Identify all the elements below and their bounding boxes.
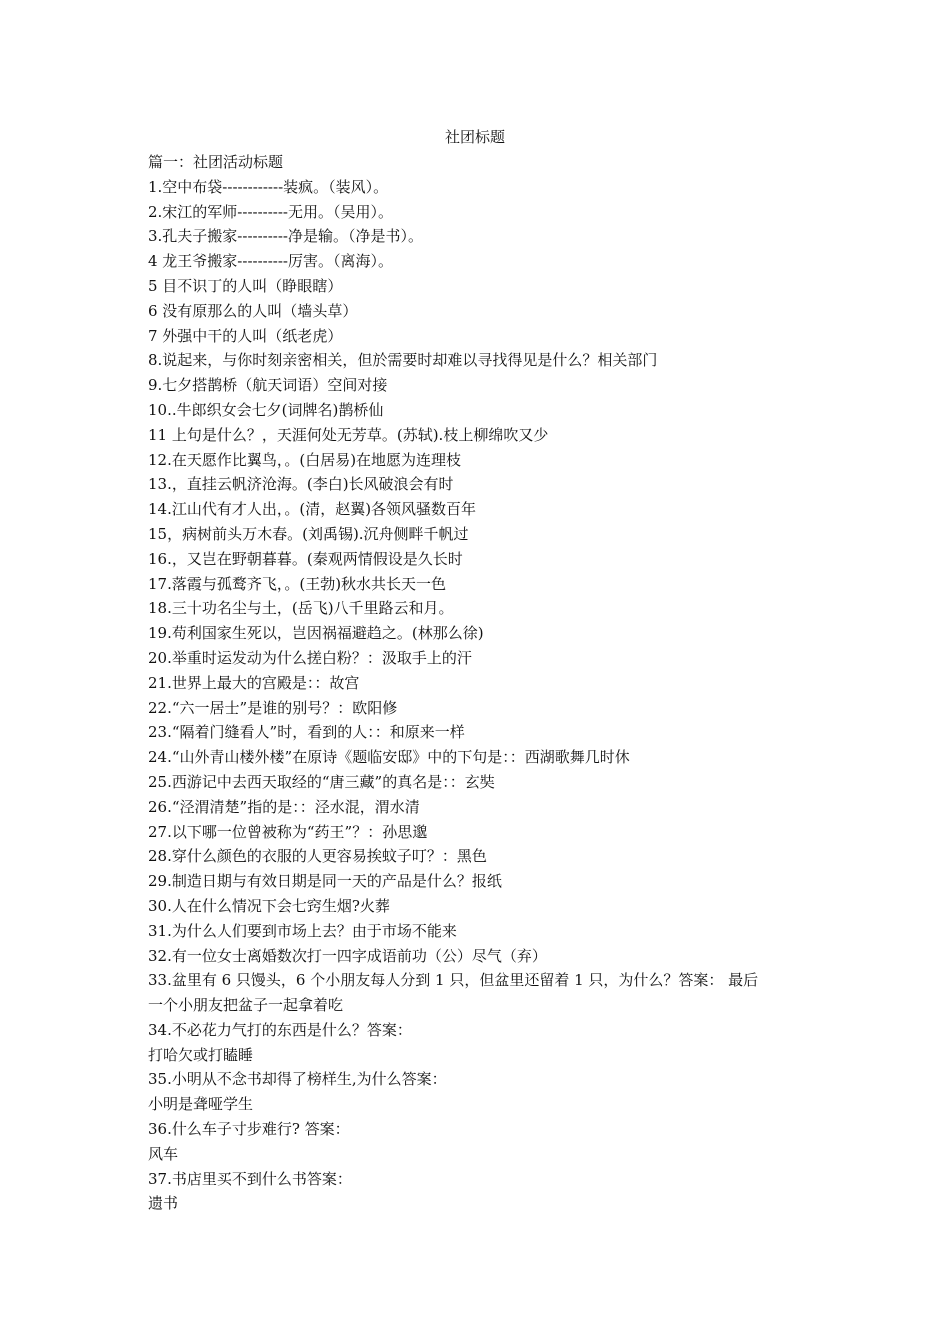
text-line: 21.世界上最大的宫殿是：：故宫 [148,673,360,692]
text-line: 32.有一位女士离婚数次打一四字成语前功（公）尽气（弃） [148,946,547,965]
text-line: 5 目不识丁的人叫（睁眼瞎） [148,276,343,295]
text-line: 6 没有原那么的人叫（墙头草） [148,301,358,320]
text-line: 风车 [148,1144,179,1163]
text-line: 7 外强中干的人叫（纸老虎） [148,326,343,345]
text-line: 11 上句是什么？，天涯何处无芳草。(苏轼).枝上柳绵吹又少 [148,425,549,444]
text-line: 26.“泾渭清楚”指的是：：泾水混，渭水清 [148,797,420,816]
text-line: 一个小朋友把盆子一起拿着吃 [148,996,344,1015]
text-line: 23.“隔着门缝看人”时，看到的人：：和原来一样 [148,723,465,742]
text-line: 36.什么车子寸步难行? 答案： [148,1120,350,1139]
text-line: 34.不必花力气打的东西是什么？答案： [148,1020,412,1039]
text-line: 3.孔夫子搬家----------净是输。（净是书）。 [148,227,423,246]
text-line: 22.“六一居士”是谁的别号？：欧阳修 [148,698,398,717]
document-body [148,150,818,1216]
text-line: 20.举重时运发动为什么搓白粉？：汲取手上的汗 [148,648,472,667]
text-line: 33.盆里有 6 只馒头，6 个小朋友每人分到 1 只，但盆里还留着 1 只，为什么？答案： 最后 [148,971,759,990]
text-line: 1.空中布袋------------装疯。（装风）。 [148,177,389,196]
text-line: 17.落霞与孤鹜齐飞，。(王勃)秋水共长天一色 [148,574,447,593]
text-line: 24.“山外青山楼外楼”在原诗《题临安邸》中的下句是：：西湖歌舞几时休 [148,748,630,767]
text-line: 9.七夕搭鹊桥（航天词语）空间对接 [148,376,388,395]
text-line: 2.宋江的军师----------无用。（吴用）。 [148,202,393,221]
text-line: 篇一：社团活动标题 [148,153,284,171]
text-line: 12.在天愿作比翼鸟，。(白居易)在地愿为连理枝 [148,450,462,469]
text-line: 8.说起来，与你时刻亲密相关，但於需要时却难以寻找得见是什么？相关部门 [148,351,658,370]
text-line: 15，病树前头万木春。(刘禹锡).沉舟侧畔千帆过 [148,524,469,543]
text-line: 25.西游记中去西天取经的“唐三藏”的真名是：：玄奘 [148,772,495,791]
document-title: 社团标题 [444,128,505,146]
text-line: 29.制造日期与有效日期是同一天的产品是什么？报纸 [148,872,502,891]
text-line: 18.三十功名尘与土，(岳飞)八千里路云和月。 [148,599,454,618]
text-line: 27.以下哪一位曾被称为“药王”？：孙思邈 [148,822,428,841]
text-line: 13.，直挂云帆济沧海。(李白)长风破浪会有时 [148,475,454,494]
text-line: 37.书店里买不到什么书答案： [148,1169,352,1188]
text-line: 28.穿什么颜色的衣服的人更容易挨蚊子叮？：黑色 [148,847,487,866]
text-line: 14.江山代有才人出，。(清，赵翼)各领风骚数百年 [148,500,477,519]
text-line: 4 龙王爷搬家----------厉害。（离海）。 [148,252,393,271]
text-line: 打哈欠或打瞌睡 [148,1045,254,1064]
text-line: 16.，又岂在野朝暮暮。(秦观两情假设是久长时 [148,549,463,568]
text-line: 30.人在什么情况下会七窍生烟?火葬 [148,896,390,915]
text-line: 遗书 [148,1194,179,1213]
text-line: 10..牛郎织女会七夕(词牌名)鹊桥仙 [148,400,384,419]
text-line: 35.小明从不念书却得了榜样生,为什么答案： [148,1070,447,1089]
text-line: 小明是聋哑学生 [148,1095,254,1114]
text-line: 19.苟利国家生死以，岂因祸福避趋之。(林那么徐) [148,624,484,643]
text-line: 31.为什么人们要到市场上去？由于市场不能来 [148,921,457,940]
